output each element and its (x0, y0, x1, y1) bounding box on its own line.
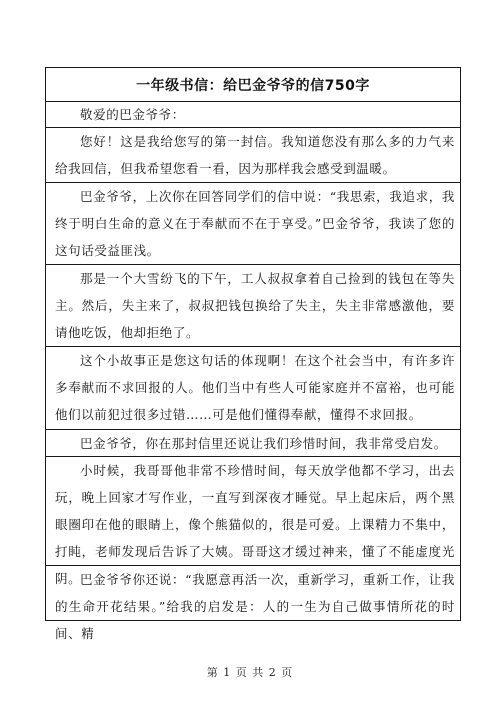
paragraph-row (46, 430, 460, 457)
document-title: 一年级书信：给巴金爷爷的信750字 (136, 77, 370, 94)
paragraph-row (46, 265, 460, 347)
paragraph-row (46, 183, 460, 265)
paragraph-text: 您好！这是我给您写的第一封信。我知道您没有那么多的力气来给我回信，但我希望您看一看，因为那样我会感受到温暖。 (55, 134, 455, 176)
paragraph-text: 巴金爷爷，你在那封信里还说让我们珍惜时间，我非常受启发。 (80, 436, 447, 451)
paragraph-text: 巴金爷爷，上次你在回答同学们的信中说：“我思索，我追求，我终于明白生命的意义在于奉献而不在于享受。”巴金爷爷，我读了您的这句话受益匪浅。 (55, 189, 455, 258)
paragraph-row (46, 457, 460, 586)
paragraph-text: 巴金爷爷你还说：“我愿意再活一次，重新学习，重新工作，让我的生命开花结果。”给我的启发是：人的一生为自己做事情所花的时间、精 (55, 572, 455, 641)
paragraph-row (46, 566, 460, 641)
paragraph-row (46, 128, 460, 183)
letter-table (45, 67, 461, 641)
page-number-footer: 第 1 页 共 2 页 (206, 666, 294, 679)
title-row (46, 68, 460, 102)
greeting-row (46, 102, 460, 128)
paragraph-text: 小时候，我哥哥他非常不珍惜时间，每天放学他都不学习，出去玩，晚上回家才写作业，一直写到深夜才睡觉。早上起床后，两个黑眼圈印在他的眼睛上，像个熊猫似的，很是可爱。上课精力不集中，打盹，老师发现后告诉了大姨。哥哥这才缓过神来，懂了不能虚度光阴。 (55, 463, 455, 586)
paragraph-text: 那是一个大雪纷飞的下午，工人叔叔拿着自己捡到的钱包在等失主。然后，失主来了，叔叔把钱包换给了失主，失主非常感激他，要请他吃饭，他却拒绝了。 (55, 271, 455, 340)
greeting-text: 敬爱的巴金爷爷： (80, 107, 185, 122)
paragraph-row (46, 347, 460, 430)
paragraph-text: 这个小故事正是您这句话的体现啊！在这个社会当中，有许多许多奉献而不求回报的人。他们当中有些人可能家庭并不富裕，也可能他们以前犯过很多过错……可是他们懂得奉献，懂得不求回报。 (55, 353, 455, 422)
